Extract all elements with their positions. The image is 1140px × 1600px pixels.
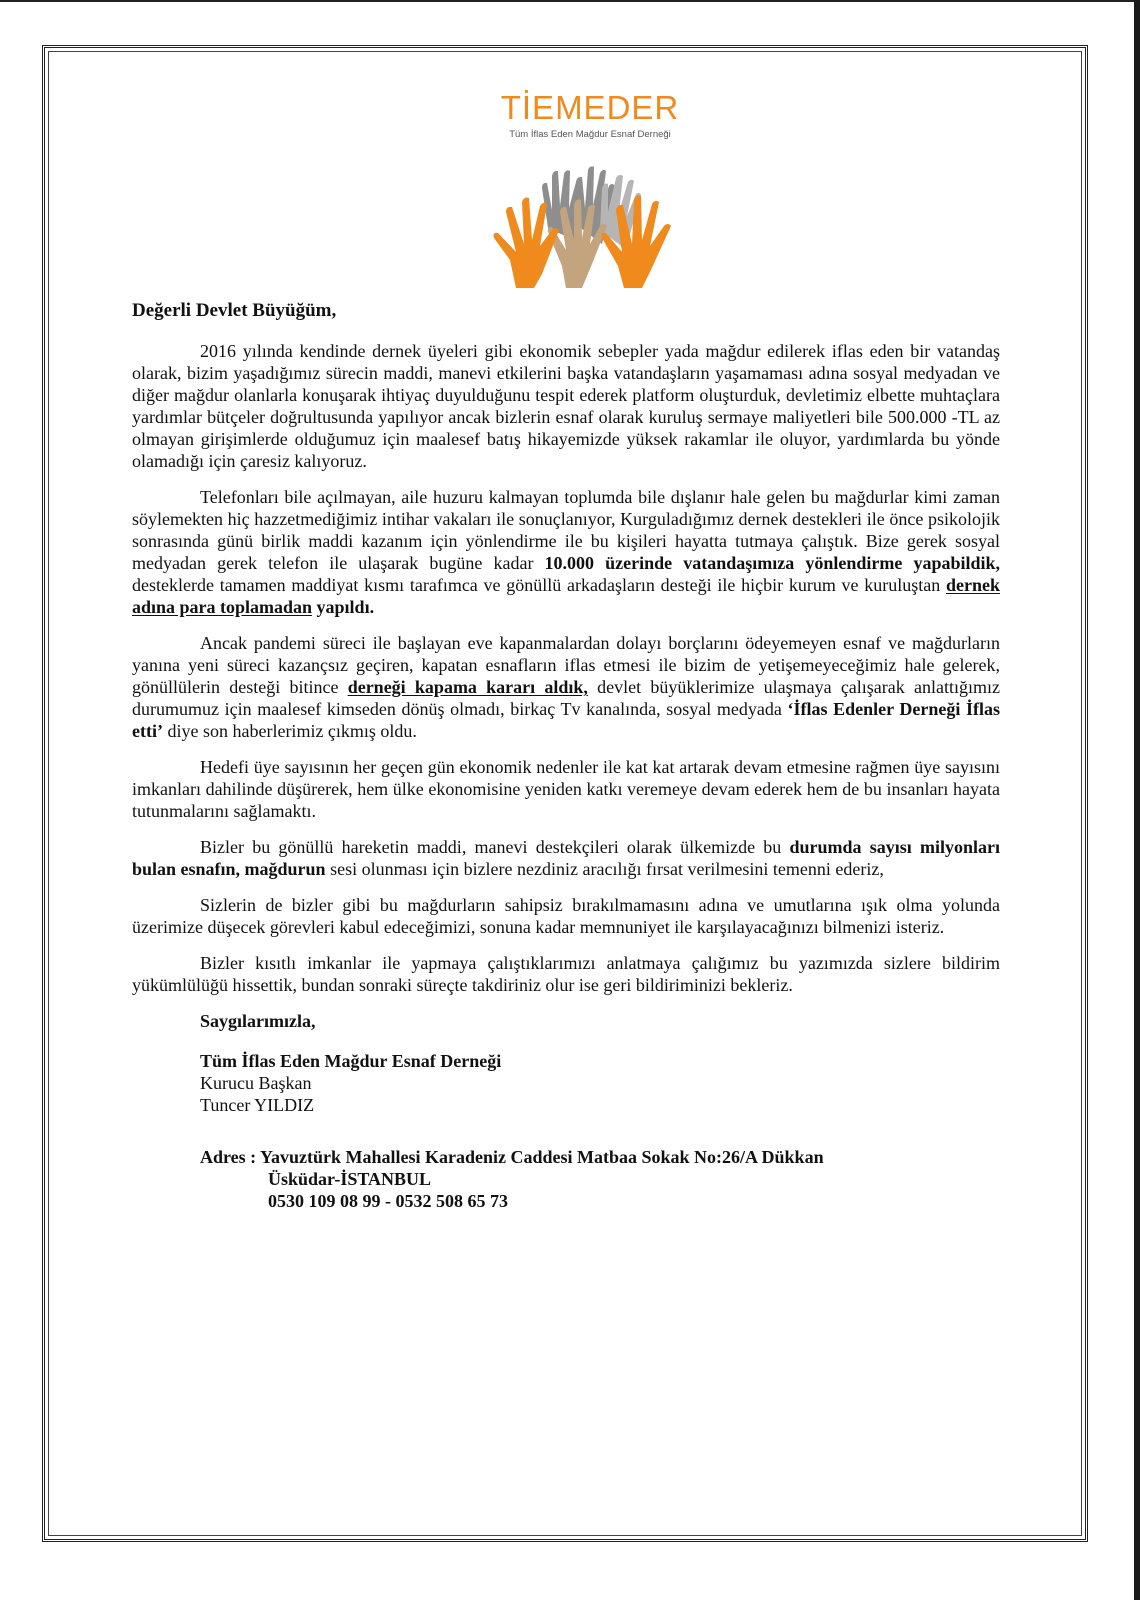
paragraph-2-bold: 10.000 üzerinde vatandaşımıza yönlendirme yapabildik, [544, 553, 1000, 573]
paragraph-1: 2016 yılında kendinde dernek üyeleri gibi ekonomik sebepler yada mağdur edilerek iflas eden bir vatandaş olarak, bizim yaşadığımız sürecin maddi, manevi etkilerini başka vatandaşların yaşamaması adına sosyal medyadan ve diğer mağdur olanlarla konuşarak ihtiyaç duyulduğunu tespit ederek platform oluşturduk, devletimiz elbette muhtaçlara yardımlar bütçeler doğrultusunda yapılıyor ancak bizlerin esnaf olarak kuruluş sermaye maliyetleri bile 500.000 -TL az olmayan girişimlerde olduğumuz için maalesef batış hikayemizde yüksek rakamlar ile oluyor, yardımlarda bu yönde olamadığı için çaresiz kalıyoruz. [132, 341, 1000, 471]
tiemeder-logo [490, 88, 690, 288]
logo-title: TİEMEDER [500, 89, 680, 126]
address-line-1: Adres : Yavuztürk Mahallesi Karadeniz Caddesi Matbaa Sokak No:26/A Dükkan [200, 1147, 824, 1167]
phone-numbers: 0530 109 08 99 - 0532 508 65 73 [268, 1191, 508, 1211]
signature-block [200, 1010, 1000, 1116]
paragraph-3-bold: ‘İflas Edenler Derneği İflas etti’ [132, 699, 1001, 741]
paragraph-3-text-b: devlet büyüklerimize ulaşmaya çalışarak anlattığımız durumumuz için maalesef kimseden dönüş olmadı, birkaç Tv kanalında, sosyal medyada [132, 677, 1000, 719]
logo-subtitle: Tüm İflas Eden Mağdur Esnaf Derneği [509, 129, 671, 140]
paragraph-5-text-b: sesi olunması için bizlere nezdiniz aracılığı fırsat verilmesini temenni ederiz, [325, 859, 884, 879]
salutation: Değerli Devlet Büyüğüm, [132, 300, 337, 321]
paragraph-5-bold: durumda sayısı milyonları bulan esnafın, mağdurun [132, 837, 1000, 879]
signer-role: Kurucu Başkan [200, 1073, 312, 1093]
scan-right-edge [1134, 0, 1140, 1600]
paragraph-2-end: yapıldı. [312, 597, 375, 617]
paragraph-2-text-b: desteklerde tamamen maddiyat kısmı tarafımca ve gönüllü arkadaşların desteği ile hiçbir kurum ve kuruluştan [132, 575, 946, 595]
paragraph-4: Hedefi üye sayısının her geçen gün ekonomik nedenler ile kat kat artarak devam etmesine rağmen üye sayısını imkanları dahilinde düşürerek, hem ülke ekonomisine yeniden katkı veremeye devam ederek hem de bu insanları hayata tutunmalarını sağlamaktı. [132, 757, 1000, 821]
paragraph-5-text: Bizler bu gönüllü hareketin maddi, manevi destekçileri olarak ülkemizde bu [200, 837, 790, 857]
signer-name: Tuncer YILDIZ [200, 1095, 315, 1115]
letter-body [132, 300, 1000, 1212]
raised-hands-icon [490, 148, 690, 288]
paragraph-2 [132, 486, 1000, 618]
organization-name: Tüm İflas Eden Mağdur Esnaf Derneği [200, 1051, 502, 1071]
paragraph-3-text: Ancak pandemi süreci ile başlayan eve kapanmalardan dolayı borçlarını ödeyemeyen esnaf ve mağdurların yanına yeni süreci kazançsız geçiren, kapatan esnafların iflas etmesi ile bizim de yetişemeyeceğimiz hale gelerek, gönüllülerin desteği bitince [132, 633, 1000, 697]
paragraph-2-text: Telefonları bile açılmayan, aile huzuru kalmayan toplumda bile dışlanır hale gelen bu mağdurlar kimi zaman söylemekten hiç hazzetmediğimiz intihar vakaları ile sonuçlanıyor, Kurguladığımız dernek destekleri ile önce psikolojik sonrasında günü birlik maddi kazanım için yönlendirme ile bu kişileri hayatta tutmaya çalıştık. Bize gerek sosyal medyadan gerek telefon ile ulaşarak bugüne kadar [132, 487, 1000, 573]
address-block [200, 1146, 1000, 1212]
paragraph-6: Sizlerin de bizler gibi bu mağdurların sahipsiz bırakılmamasını adına ve umutlarına ışık olma yolunda üzerimize düşecek görevleri kabul edeceğimizi, sonuna kadar memnuniyet ile karşılayacağınızı bilmenizi isteriz. [132, 895, 1000, 937]
paragraph-3-underline: derneği kapama kararı aldık, [347, 677, 588, 697]
closing-salutation: Saygılarımızla, [200, 1011, 316, 1031]
paragraph-2-underline: dernek adına para toplamadan [132, 575, 1000, 617]
paragraph-7: Bizler kısıtlı imkanlar ile yapmaya çalıştıklarımızı anlatmaya çalığımız bu yazımızda sizlere bildirim yükümlülüğü hissettik, bundan sonraki süreçte takdiriniz olur ise geri bildiriminizi bekleriz. [132, 953, 1000, 995]
paragraph-3 [132, 632, 1000, 742]
address-line-2: Üsküdar-İSTANBUL [268, 1169, 432, 1189]
paragraph-3-end: diye son haberlerimiz çıkmış oldu. [162, 721, 417, 741]
paragraph-5 [132, 836, 1000, 880]
scan-top-edge [0, 0, 1140, 2]
